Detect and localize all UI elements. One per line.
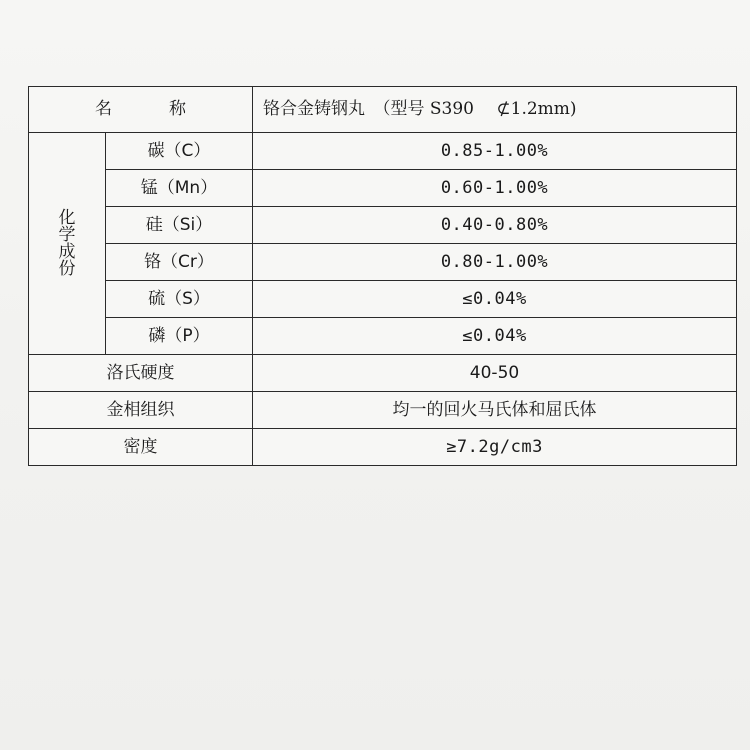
table-row-property <box>29 429 737 466</box>
table-row-composition <box>29 318 737 355</box>
element-name: 锰（Mn） <box>106 170 253 207</box>
table-row-composition <box>29 244 737 281</box>
name-value-cell <box>253 87 737 133</box>
composition-group-label <box>29 133 106 355</box>
table-row-property <box>29 392 737 429</box>
element-range: ≤0.04% <box>253 281 737 318</box>
table-row-name <box>29 87 737 133</box>
table-row-composition <box>29 170 737 207</box>
element-name: 磷（P） <box>106 318 253 355</box>
name-label-cell <box>29 87 253 133</box>
element-range: ≤0.04% <box>253 318 737 355</box>
table-row-composition <box>29 207 737 244</box>
element-range: 0.80-1.00% <box>253 244 737 281</box>
table-row-property <box>29 355 737 392</box>
group-label-char: 份 <box>58 258 76 279</box>
property-value: ≥7.2g/cm3 <box>253 429 737 466</box>
element-name: 硅（Si） <box>106 207 253 244</box>
element-name: 碳（C） <box>106 133 253 170</box>
element-range: 0.40-0.80% <box>253 207 737 244</box>
property-label: 洛氏硬度 <box>29 355 253 392</box>
property-value: 40-50 <box>253 355 737 392</box>
spec-table <box>28 86 737 466</box>
property-value: 均一的回火马氏体和屈氏体 <box>253 392 737 429</box>
element-name: 铬（Cr） <box>106 244 253 281</box>
element-name: 硫（S） <box>106 281 253 318</box>
group-label-char: 学 <box>58 224 76 245</box>
element-range: 0.60-1.00% <box>253 170 737 207</box>
element-range: 0.85-1.00% <box>253 133 737 170</box>
name-label: 名 称 <box>95 99 206 119</box>
table-row-composition <box>29 281 737 318</box>
property-label: 密度 <box>29 429 253 466</box>
property-label: 金相组织 <box>29 392 253 429</box>
group-label-char: 化 <box>58 207 76 228</box>
table-row-composition <box>29 133 737 170</box>
group-label-char: 成 <box>58 241 76 262</box>
product-name: 铬合金铸钢丸 （型号 S390 ⊄1.2mm) <box>263 99 577 119</box>
